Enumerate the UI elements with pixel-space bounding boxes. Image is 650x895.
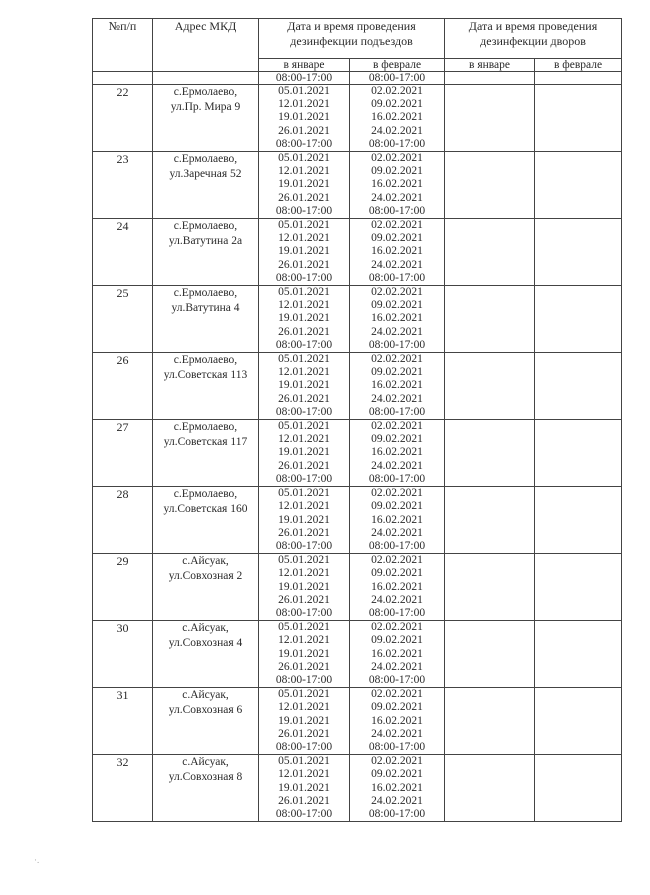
date-entry: 05.01.2021 (278, 353, 330, 366)
table-row (93, 286, 622, 353)
yards-feb-cell (535, 152, 622, 219)
yards-feb-cell (535, 621, 622, 688)
address-street: ул.Советская 160 (163, 503, 248, 516)
yards-feb-header: в феврале (535, 59, 622, 72)
date-entry: 05.01.2021 (278, 487, 330, 500)
yards-jan-header: в январе (445, 59, 535, 72)
table-row (93, 420, 622, 487)
time-range: 08:00-17:00 (368, 137, 426, 150)
date-entry: 16.02.2021 (371, 781, 423, 794)
address-cell (153, 219, 259, 286)
yards-feb-cell (535, 554, 622, 621)
time-range: 08:00-17:00 (275, 539, 333, 552)
yards-jan-cell (445, 688, 535, 755)
address-cell (153, 152, 259, 219)
date-entry: 26.01.2021 (278, 124, 330, 137)
date-entry: 24.02.2021 (371, 727, 423, 740)
row-number: 24 (93, 219, 153, 286)
row-number: 22 (93, 85, 153, 152)
yards-feb-cell (535, 420, 622, 487)
entrances-feb-cell (350, 286, 445, 353)
address-street: ул.Ватутина 4 (171, 302, 240, 315)
address-street: ул.Советская 113 (163, 369, 248, 382)
date-entry: 24.02.2021 (371, 593, 423, 606)
date-entry: 12.01.2021 (278, 232, 330, 245)
date-entry: 16.02.2021 (371, 714, 423, 727)
time-range: 08:00-17:00 (275, 137, 333, 150)
date-entry: 24.02.2021 (371, 794, 423, 807)
table-row (93, 152, 622, 219)
entrances-jan-header: в январе (259, 59, 350, 72)
date-entry: 24.02.2021 (371, 124, 423, 137)
entrances-group-header: Дата и время проведения дезинфекции подъездов (259, 19, 445, 59)
yards-jan-cell (445, 152, 535, 219)
date-entry: 09.02.2021 (371, 98, 423, 111)
time-range: 08:00-17:00 (368, 338, 426, 351)
disinfection-schedule-table (92, 18, 622, 822)
address-street: ул.Пр. Мира 9 (170, 101, 241, 113)
date-entry: 05.01.2021 (278, 621, 330, 634)
address-street: ул.Совхозная 8 (168, 771, 243, 784)
carry-yards-feb-cell (535, 72, 622, 85)
date-entry: 12.01.2021 (278, 701, 330, 714)
row-number: 27 (93, 420, 153, 487)
time-range: 08:00-17:00 (275, 740, 333, 753)
time-range: 08:00-17:00 (275, 204, 333, 217)
time-range: 08:00-17:00 (275, 338, 333, 351)
entrances-feb-cell (350, 487, 445, 554)
table-row (93, 554, 622, 621)
yards-jan-cell (445, 554, 535, 621)
time-range: 08:00-17:00 (275, 673, 333, 686)
yards-group-header: Дата и время проведения дезинфекции дворов (445, 19, 622, 59)
entrances-jan-cell (259, 85, 350, 152)
date-entry: 24.02.2021 (371, 392, 423, 405)
date-entry: 16.02.2021 (371, 111, 423, 124)
row-number: 23 (93, 152, 153, 219)
time-range: 08:00-17:00 (368, 204, 426, 217)
address-cell (153, 554, 259, 621)
date-entry: 24.02.2021 (371, 325, 423, 338)
date-entry: 19.01.2021 (278, 781, 330, 794)
date-entry: 02.02.2021 (371, 420, 423, 433)
yards-jan-cell (445, 487, 535, 554)
date-entry: 09.02.2021 (371, 366, 423, 379)
date-entry: 16.02.2021 (371, 647, 423, 660)
address-locality: с.Ермолаево, (173, 220, 238, 233)
time-range: 08:00-17:00 (368, 807, 426, 820)
time-range: 08:00-17:00 (368, 740, 426, 753)
address-cell (153, 85, 259, 152)
yards-feb-cell (535, 353, 622, 420)
date-entry: 02.02.2021 (371, 286, 423, 299)
date-entry: 19.01.2021 (278, 580, 330, 593)
yards-jan-cell (445, 219, 535, 286)
date-entry: 09.02.2021 (371, 500, 423, 513)
table-row (93, 487, 622, 554)
time-range: 08:00-17:00 (275, 807, 333, 820)
carry-time-jan: 08:00-17:00 (259, 72, 350, 85)
address-cell (153, 286, 259, 353)
date-entry: 02.02.2021 (371, 554, 423, 567)
date-entry: 16.02.2021 (371, 245, 423, 258)
date-entry: 12.01.2021 (278, 768, 330, 781)
date-entry: 24.02.2021 (371, 660, 423, 673)
yards-feb-cell (535, 487, 622, 554)
entrances-jan-cell (259, 219, 350, 286)
date-entry: 26.01.2021 (278, 392, 330, 405)
yards-feb-cell (535, 286, 622, 353)
date-entry: 26.01.2021 (278, 727, 330, 740)
date-entry: 16.02.2021 (371, 312, 423, 325)
carry-yards-jan-cell (445, 72, 535, 85)
address-locality: с.Ермолаево, (173, 421, 238, 434)
col-num-header: №п/п (93, 19, 153, 72)
date-entry: 26.01.2021 (278, 593, 330, 606)
yards-feb-cell (535, 85, 622, 152)
date-entry: 02.02.2021 (371, 353, 423, 366)
entrances-feb-cell (350, 85, 445, 152)
address-cell (153, 755, 259, 822)
entrances-feb-cell (350, 755, 445, 822)
yards-jan-cell (445, 85, 535, 152)
date-entry: 19.01.2021 (278, 379, 330, 392)
entrances-feb-cell (350, 688, 445, 755)
address-locality: с.Ермолаево, (173, 287, 238, 300)
entrances-jan-cell (259, 152, 350, 219)
row-number: 25 (93, 286, 153, 353)
date-entry: 12.01.2021 (278, 165, 330, 178)
date-entry: 19.01.2021 (278, 178, 330, 191)
address-street: ул.Совхозная 2 (168, 570, 243, 583)
table-row (93, 353, 622, 420)
address-locality: с.Ермолаево, (173, 153, 238, 166)
date-entry: 16.02.2021 (371, 580, 423, 593)
time-range: 08:00-17:00 (368, 271, 426, 284)
address-street: ул.Совхозная 4 (168, 637, 243, 650)
date-entry: 09.02.2021 (371, 165, 423, 178)
date-entry: 24.02.2021 (371, 191, 423, 204)
yards-feb-cell (535, 755, 622, 822)
scan-mark: ·. (34, 855, 40, 865)
date-entry: 19.01.2021 (278, 714, 330, 727)
address-cell (153, 353, 259, 420)
entrances-feb-header: в феврале (350, 59, 445, 72)
address-locality: с.Айсуак, (182, 756, 229, 769)
date-entry: 26.01.2021 (278, 794, 330, 807)
address-street: ул.Ватутина 2а (168, 235, 243, 248)
date-entry: 02.02.2021 (371, 621, 423, 634)
date-entry: 09.02.2021 (371, 768, 423, 781)
date-entry: 05.01.2021 (278, 688, 330, 701)
carry-time-feb: 08:00-17:00 (350, 72, 445, 85)
date-entry: 19.01.2021 (278, 111, 330, 124)
address-locality: с.Ермолаево, (173, 86, 238, 98)
table-row (93, 688, 622, 755)
address-locality: с.Айсуак, (182, 555, 229, 568)
date-entry: 19.01.2021 (278, 647, 330, 660)
address-cell (153, 487, 259, 554)
entrances-jan-cell (259, 621, 350, 688)
carry-num-cell (93, 72, 153, 85)
entrances-jan-cell (259, 755, 350, 822)
date-entry: 24.02.2021 (371, 258, 423, 271)
yards-jan-cell (445, 755, 535, 822)
row-number: 29 (93, 554, 153, 621)
date-entry: 09.02.2021 (371, 634, 423, 647)
entrances-feb-cell (350, 554, 445, 621)
date-entry: 05.01.2021 (278, 219, 330, 232)
address-cell (153, 688, 259, 755)
date-entry: 12.01.2021 (278, 500, 330, 513)
entrances-feb-cell (350, 353, 445, 420)
address-locality: с.Айсуак, (182, 622, 229, 635)
row-number: 26 (93, 353, 153, 420)
address-street: ул.Совхозная 6 (168, 704, 243, 717)
address-locality: с.Ермолаево, (173, 488, 238, 501)
date-entry: 19.01.2021 (278, 245, 330, 258)
address-street: ул.Заречная 52 (169, 168, 242, 181)
date-entry: 19.01.2021 (278, 446, 330, 459)
date-entry: 09.02.2021 (371, 433, 423, 446)
date-entry: 02.02.2021 (371, 487, 423, 500)
date-entry: 12.01.2021 (278, 433, 330, 446)
date-entry: 02.02.2021 (371, 152, 423, 165)
entrances-feb-cell (350, 621, 445, 688)
address-cell (153, 420, 259, 487)
time-range: 08:00-17:00 (275, 472, 333, 485)
carry-address-cell (153, 72, 259, 85)
date-entry: 05.01.2021 (278, 85, 330, 97)
date-entry: 09.02.2021 (371, 567, 423, 580)
yards-feb-cell (535, 688, 622, 755)
carry-time-row (93, 72, 622, 85)
date-entry: 05.01.2021 (278, 152, 330, 165)
time-range: 08:00-17:00 (275, 405, 333, 418)
time-range: 08:00-17:00 (275, 271, 333, 284)
date-entry: 16.02.2021 (371, 513, 423, 526)
date-entry: 26.01.2021 (278, 258, 330, 271)
entrances-jan-cell (259, 286, 350, 353)
date-entry: 26.01.2021 (278, 191, 330, 204)
address-street: ул.Советская 117 (163, 436, 248, 449)
address-locality: с.Айсуак, (182, 689, 229, 702)
table-row (93, 85, 622, 152)
entrances-jan-cell (259, 420, 350, 487)
date-entry: 02.02.2021 (371, 219, 423, 232)
date-entry: 26.01.2021 (278, 459, 330, 472)
row-number: 31 (93, 688, 153, 755)
yards-jan-cell (445, 621, 535, 688)
entrances-jan-cell (259, 688, 350, 755)
entrances-jan-cell (259, 487, 350, 554)
date-entry: 26.01.2021 (278, 325, 330, 338)
date-entry: 05.01.2021 (278, 755, 330, 768)
time-range: 08:00-17:00 (368, 472, 426, 485)
yards-jan-cell (445, 286, 535, 353)
date-entry: 26.01.2021 (278, 660, 330, 673)
date-entry: 09.02.2021 (371, 701, 423, 714)
date-entry: 12.01.2021 (278, 98, 330, 111)
date-entry: 12.01.2021 (278, 299, 330, 312)
date-entry: 19.01.2021 (278, 312, 330, 325)
address-cell (153, 621, 259, 688)
entrances-feb-cell (350, 219, 445, 286)
yards-jan-cell (445, 353, 535, 420)
date-entry: 05.01.2021 (278, 554, 330, 567)
entrances-feb-cell (350, 420, 445, 487)
time-range: 08:00-17:00 (275, 606, 333, 619)
date-entry: 16.02.2021 (371, 379, 423, 392)
date-entry: 26.01.2021 (278, 526, 330, 539)
date-entry: 19.01.2021 (278, 513, 330, 526)
date-entry: 02.02.2021 (371, 688, 423, 701)
date-entry: 12.01.2021 (278, 634, 330, 647)
date-entry: 02.02.2021 (371, 85, 423, 97)
entrances-jan-cell (259, 554, 350, 621)
header-row (93, 19, 622, 59)
date-entry: 24.02.2021 (371, 459, 423, 472)
date-entry: 12.01.2021 (278, 567, 330, 580)
entrances-jan-cell (259, 353, 350, 420)
time-range: 08:00-17:00 (368, 606, 426, 619)
date-entry: 02.02.2021 (371, 755, 423, 768)
address-locality: с.Ермолаево, (173, 354, 238, 367)
date-entry: 09.02.2021 (371, 232, 423, 245)
table-row (93, 219, 622, 286)
entrances-feb-cell (350, 152, 445, 219)
date-entry: 24.02.2021 (371, 526, 423, 539)
date-entry: 12.01.2021 (278, 366, 330, 379)
date-entry: 16.02.2021 (371, 446, 423, 459)
date-entry: 09.02.2021 (371, 299, 423, 312)
row-number: 32 (93, 755, 153, 822)
table-row (93, 755, 622, 822)
table-row (93, 621, 622, 688)
time-range: 08:00-17:00 (368, 405, 426, 418)
yards-feb-cell (535, 219, 622, 286)
time-range: 08:00-17:00 (368, 539, 426, 552)
col-address-header: Адрес МКД (153, 19, 259, 72)
date-entry: 16.02.2021 (371, 178, 423, 191)
row-number: 30 (93, 621, 153, 688)
yards-jan-cell (445, 420, 535, 487)
date-entry: 05.01.2021 (278, 420, 330, 433)
date-entry: 05.01.2021 (278, 286, 330, 299)
row-number: 28 (93, 487, 153, 554)
time-range: 08:00-17:00 (368, 673, 426, 686)
